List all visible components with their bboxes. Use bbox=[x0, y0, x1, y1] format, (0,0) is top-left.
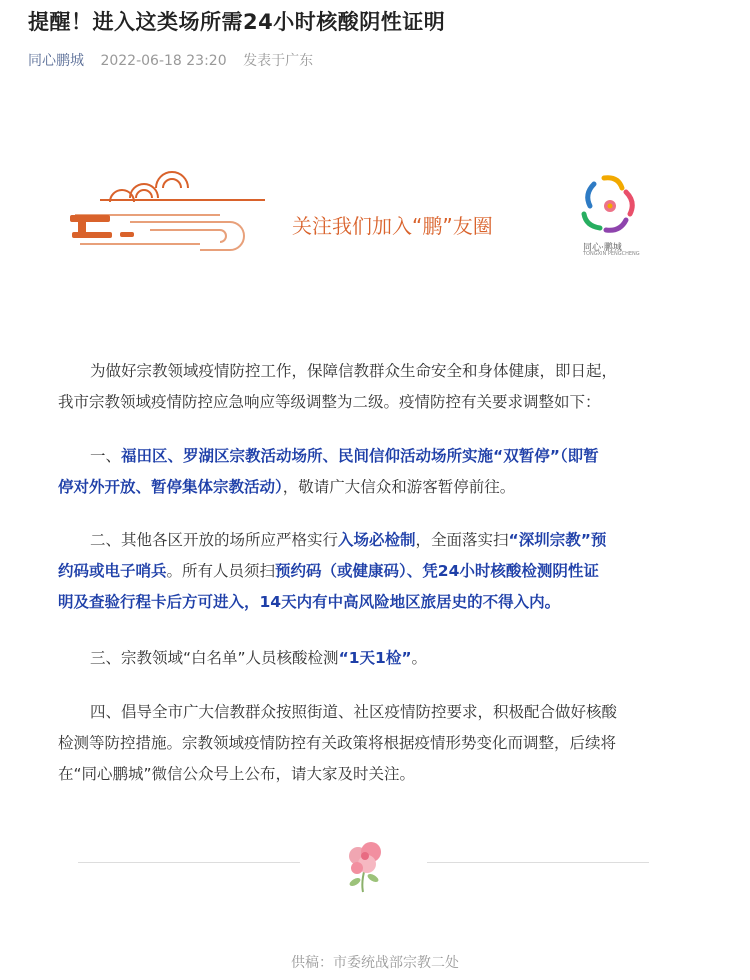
item3-c: 。 bbox=[411, 649, 428, 667]
item2-d: “深圳宗教”预 bbox=[508, 531, 607, 549]
publish-time: 2022-06-18 23:20 bbox=[100, 53, 227, 69]
item2-b: 入场必检制 bbox=[338, 531, 416, 549]
item1-bold-2: 停对外开放、暂停集体宗教活动） bbox=[58, 478, 283, 496]
flower-divider-icon bbox=[343, 838, 387, 894]
item4-line-3: 在“同心鹏城”微信公众号上公布，请大家及时关注。 bbox=[58, 765, 416, 783]
intro-line-1: 为做好宗教领域疫情防控工作，保障信教群众生命安全和身体健康，即日起， bbox=[90, 362, 618, 380]
item2-f: 。所有人员须扫 bbox=[166, 562, 276, 580]
banner-slogan: 关注我们加入“鹏”友圈 bbox=[292, 214, 493, 238]
item2-c: ，全面落实扫 bbox=[415, 531, 509, 549]
item3-a: 三、宗教领域“白名单”人员核酸检测 bbox=[90, 649, 339, 667]
item1-prefix: 一、 bbox=[90, 447, 122, 465]
article-title: 提醒！进入这类场所需24小时核酸阴性证明 bbox=[28, 10, 446, 34]
cloud-wave-decoration-icon bbox=[75, 172, 265, 250]
source-credit: 供稿：市委统战部宗教二处 bbox=[291, 955, 459, 971]
item2-h: 明及查验行程卡后方可进入，14天内有中高风险地区旅居史的不得入内。 bbox=[58, 593, 561, 611]
item4-line-2: 检测等防控措施。宗教领域疫情防控有关政策将根据疫情形势变化而调整，后续将 bbox=[58, 734, 617, 752]
tongxin-pengcheng-logo-icon bbox=[584, 178, 632, 231]
cloud-solid-blocks bbox=[70, 215, 134, 238]
item1-bold-1: 福田区、罗湖区宗教活动场所、民间信仰活动场所实施“双暂停”（即暂 bbox=[121, 447, 599, 465]
paragraph-item-3 bbox=[58, 643, 698, 674]
paragraph-item-4 bbox=[58, 697, 698, 790]
item2-e: 约码或电子哨兵 bbox=[58, 562, 167, 580]
paragraph-item-2 bbox=[58, 525, 698, 618]
divider-right bbox=[427, 862, 649, 863]
publish-location: 发表于广东 bbox=[243, 53, 314, 69]
divider-left bbox=[78, 862, 300, 863]
logo-subtitle: TONGXIN PENGCHENG bbox=[583, 251, 640, 257]
item4-line-1: 四、倡导全市广大信教群众按照街道、社区疫情防控要求，积极配合做好核酸 bbox=[90, 703, 618, 721]
item2-g: 预约码（或健康码）、凭24小时核酸检测阴性证 bbox=[275, 562, 599, 580]
item3-b: “1天1检” bbox=[338, 649, 412, 667]
item2-a: 二、其他各区开放的场所应严格实行 bbox=[90, 531, 339, 549]
paragraph-intro bbox=[58, 356, 698, 418]
paragraph-item-1 bbox=[58, 441, 698, 503]
article-meta bbox=[28, 50, 313, 70]
item1-suffix: ，敬请广大信众和游客暂停前往。 bbox=[282, 478, 516, 496]
intro-line-2: 我市宗教领域疫情防控应急响应等级调整为二级。疫情防控有关要求调整如下： bbox=[58, 393, 601, 411]
logo-name: 同心·鹏城 bbox=[583, 243, 622, 253]
author-link[interactable]: 同心鹏城 bbox=[28, 53, 84, 69]
